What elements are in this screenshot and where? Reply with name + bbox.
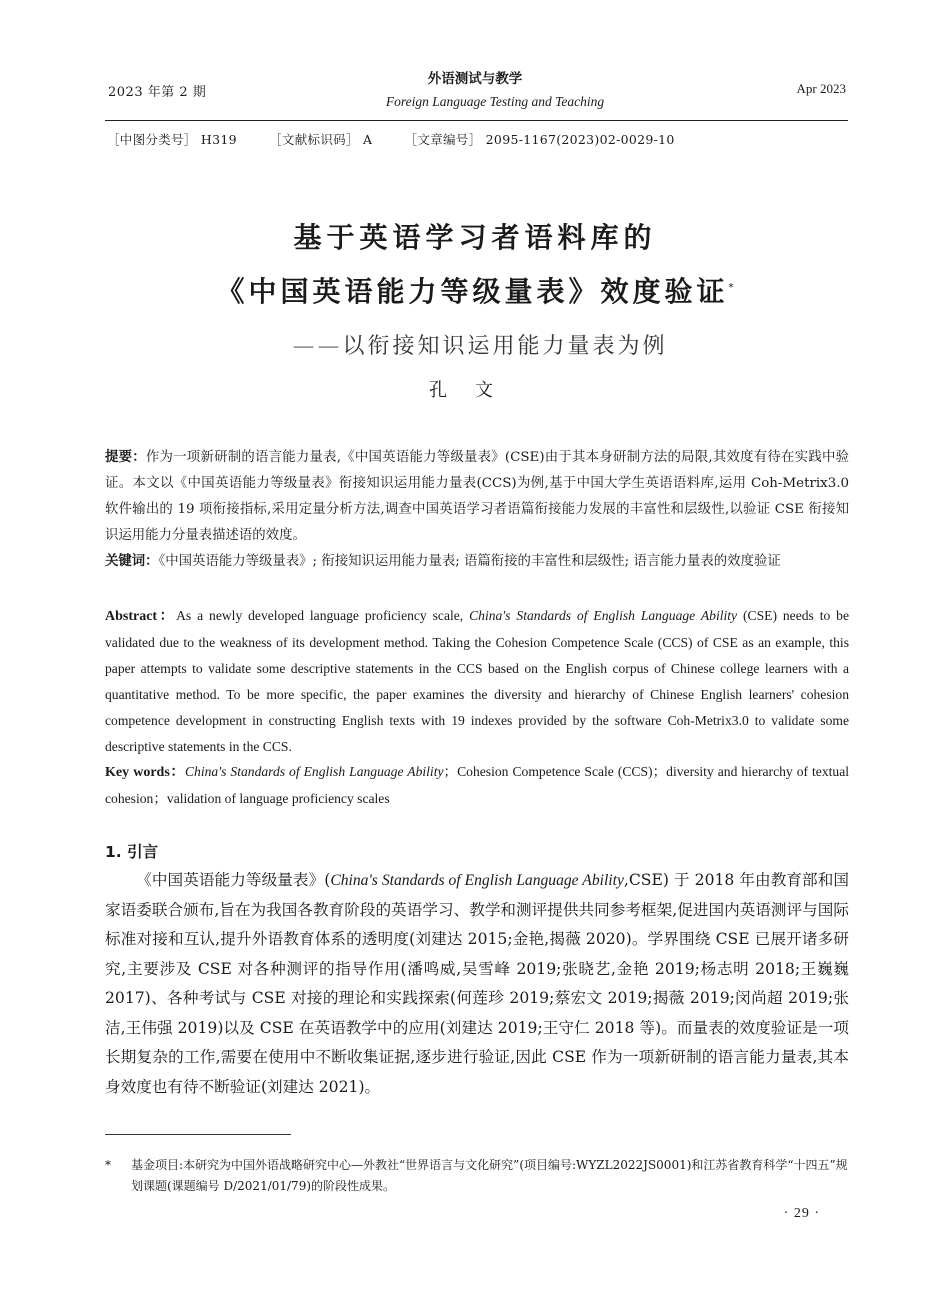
body-text-a: 《中国英语能力等级量表》( xyxy=(136,871,331,889)
classification-line xyxy=(107,130,703,148)
section-heading: 1. 引言 xyxy=(105,843,159,861)
issue-date: Apr 2023 xyxy=(796,81,846,96)
title-line-2 xyxy=(0,270,950,310)
abstract-cn xyxy=(105,445,849,549)
journal-title-cn: 外语测试与教学 xyxy=(427,71,523,87)
keywords-en xyxy=(105,759,849,812)
footnote xyxy=(105,1155,849,1197)
keywords-cn-label: 关键词： xyxy=(105,554,159,569)
journal-title-en: Foreign Language Testing and Teaching xyxy=(385,94,605,109)
title-line-1: 基于英语学习者语料库的 xyxy=(293,221,657,254)
body-text-italic: China's Standards of English Language Ability xyxy=(330,872,624,889)
keywords-en-italic: China's Standards of English Language Ability xyxy=(184,764,444,779)
body-paragraph xyxy=(105,866,849,1102)
title-footnote-mark: * xyxy=(728,282,734,294)
footnote-rule xyxy=(105,1134,291,1135)
body-text-b: ,CSE) 于 2018 年由教育部和国家语委联合颁布,旨在为我国各教育阶段的英语学习、教学和测评提供共同参考框架,促进国内英语测评与国际标准对接和互认,提升外语教育体系的透明度(刘建达 2015;金艳,揭薇 2020)。学界围绕 CSE 已展开诸多研究,主要涉及 CSE 对各种测评的指导作用(潘鸣威,吴雪峰 2019;张晓艺,金艳 2019;杨志明 2018;王巍巍 2017)、各种考试与 CSE 对接的理论和实践探索(何莲珍 2019;蔡宏文 2019;揭薇 2019;闵尚超 2019;张洁,王伟强 2019)以及 CSE 在英语教学中的应用(刘建达 2019;王守仁 2018 等)。而量表的效度验证是一项长期复杂的工作,需要在使用中不断收集证据,逐步进行验证,因此 CSE 作为一项新研制的语言能力量表,其本身效度也有待不断验证(刘建达 2021)。 xyxy=(105,871,849,1096)
abstract-en-label: Abstract： xyxy=(105,609,177,624)
keywords-en-label: Key words： xyxy=(105,765,185,780)
document-code: ［文献标识码］ A xyxy=(269,132,373,147)
author: 孔文 xyxy=(429,380,521,401)
abstract-en-italic: China's Standards of English Language Ability xyxy=(469,608,738,623)
abstract-cn-text: 作为一项新研制的语言能力量表,《中国英语能力等级量表》(CSE)由于其本身研制方法的局限,其效度有待在实践中验证。本文以《中国英语能力等级量表》衔接知识运用能力量表(CCS)为例,基于中国大学生英语语料库,运用 Coh-Metrix3.0 软件输出的 19 项衔接指标,采用定量分析方法,调查中国英语学习者语篇衔接能力发展的丰富性和层级性,以验证 CSE 衔接知识运用能力分量表描述语的效度。 xyxy=(105,450,849,543)
keywords-cn xyxy=(105,549,849,575)
page-number: · 29 · xyxy=(783,1206,820,1221)
footnote-mark: * xyxy=(105,1158,111,1172)
abstract-en xyxy=(105,603,849,760)
keywords-en-text: ；Cohesion Competence Scale (CCS)；diversity and hierarchy of textual cohesion；validation of language proficiency scales xyxy=(105,764,850,806)
abstract-en-text-b: (CSE) needs to be validated due to the weakness of its development method. Taking the Cohesion Competence Scale (CCS) of CSE as an example, this paper attempts to validate some descriptive statements in the CCS based on the English corpus of Chinese college learners with a quantitative method. To be more specific, the paper examines the diversity and hierarchy of Chinese English learners' cohesion competence development in constructing English texts with 19 indexes provided by the software Coh-Metrix3.0 to validate some descriptive statements in the CCS. xyxy=(105,608,849,754)
keywords-cn-text: 《中国英语能力等级量表》; 衔接知识运用能力量表; 语篇衔接的丰富性和层级性; 语言能力量表的效度验证 xyxy=(158,554,781,569)
issue-label: 2023 年第 2 期 xyxy=(108,85,207,100)
clc-code: ［中图分类号］ H319 xyxy=(107,132,237,147)
title-line-2-text: 《中国英语能力等级量表》效度验证 xyxy=(216,275,729,308)
abstract-en-text-a: As a newly developed language proficiency scale, xyxy=(176,608,470,623)
subtitle: ——以衔接知识运用能力量表为例 xyxy=(292,334,668,359)
header-rule xyxy=(105,120,848,121)
abstract-cn-label: 提要： xyxy=(105,450,146,465)
footnote-text: 基金项目:本研究为中国外语战略研究中心—外教社“世界语言与文化研究”(项目编号:WYZL2022JS0001)和江苏省教育科学“十四五”规划课题(课题编号 D/2021/01/79)的阶段性成果。 xyxy=(131,1158,848,1193)
article-number: ［文章编号］ 2095-1167(2023)02-0029-10 xyxy=(404,132,675,147)
